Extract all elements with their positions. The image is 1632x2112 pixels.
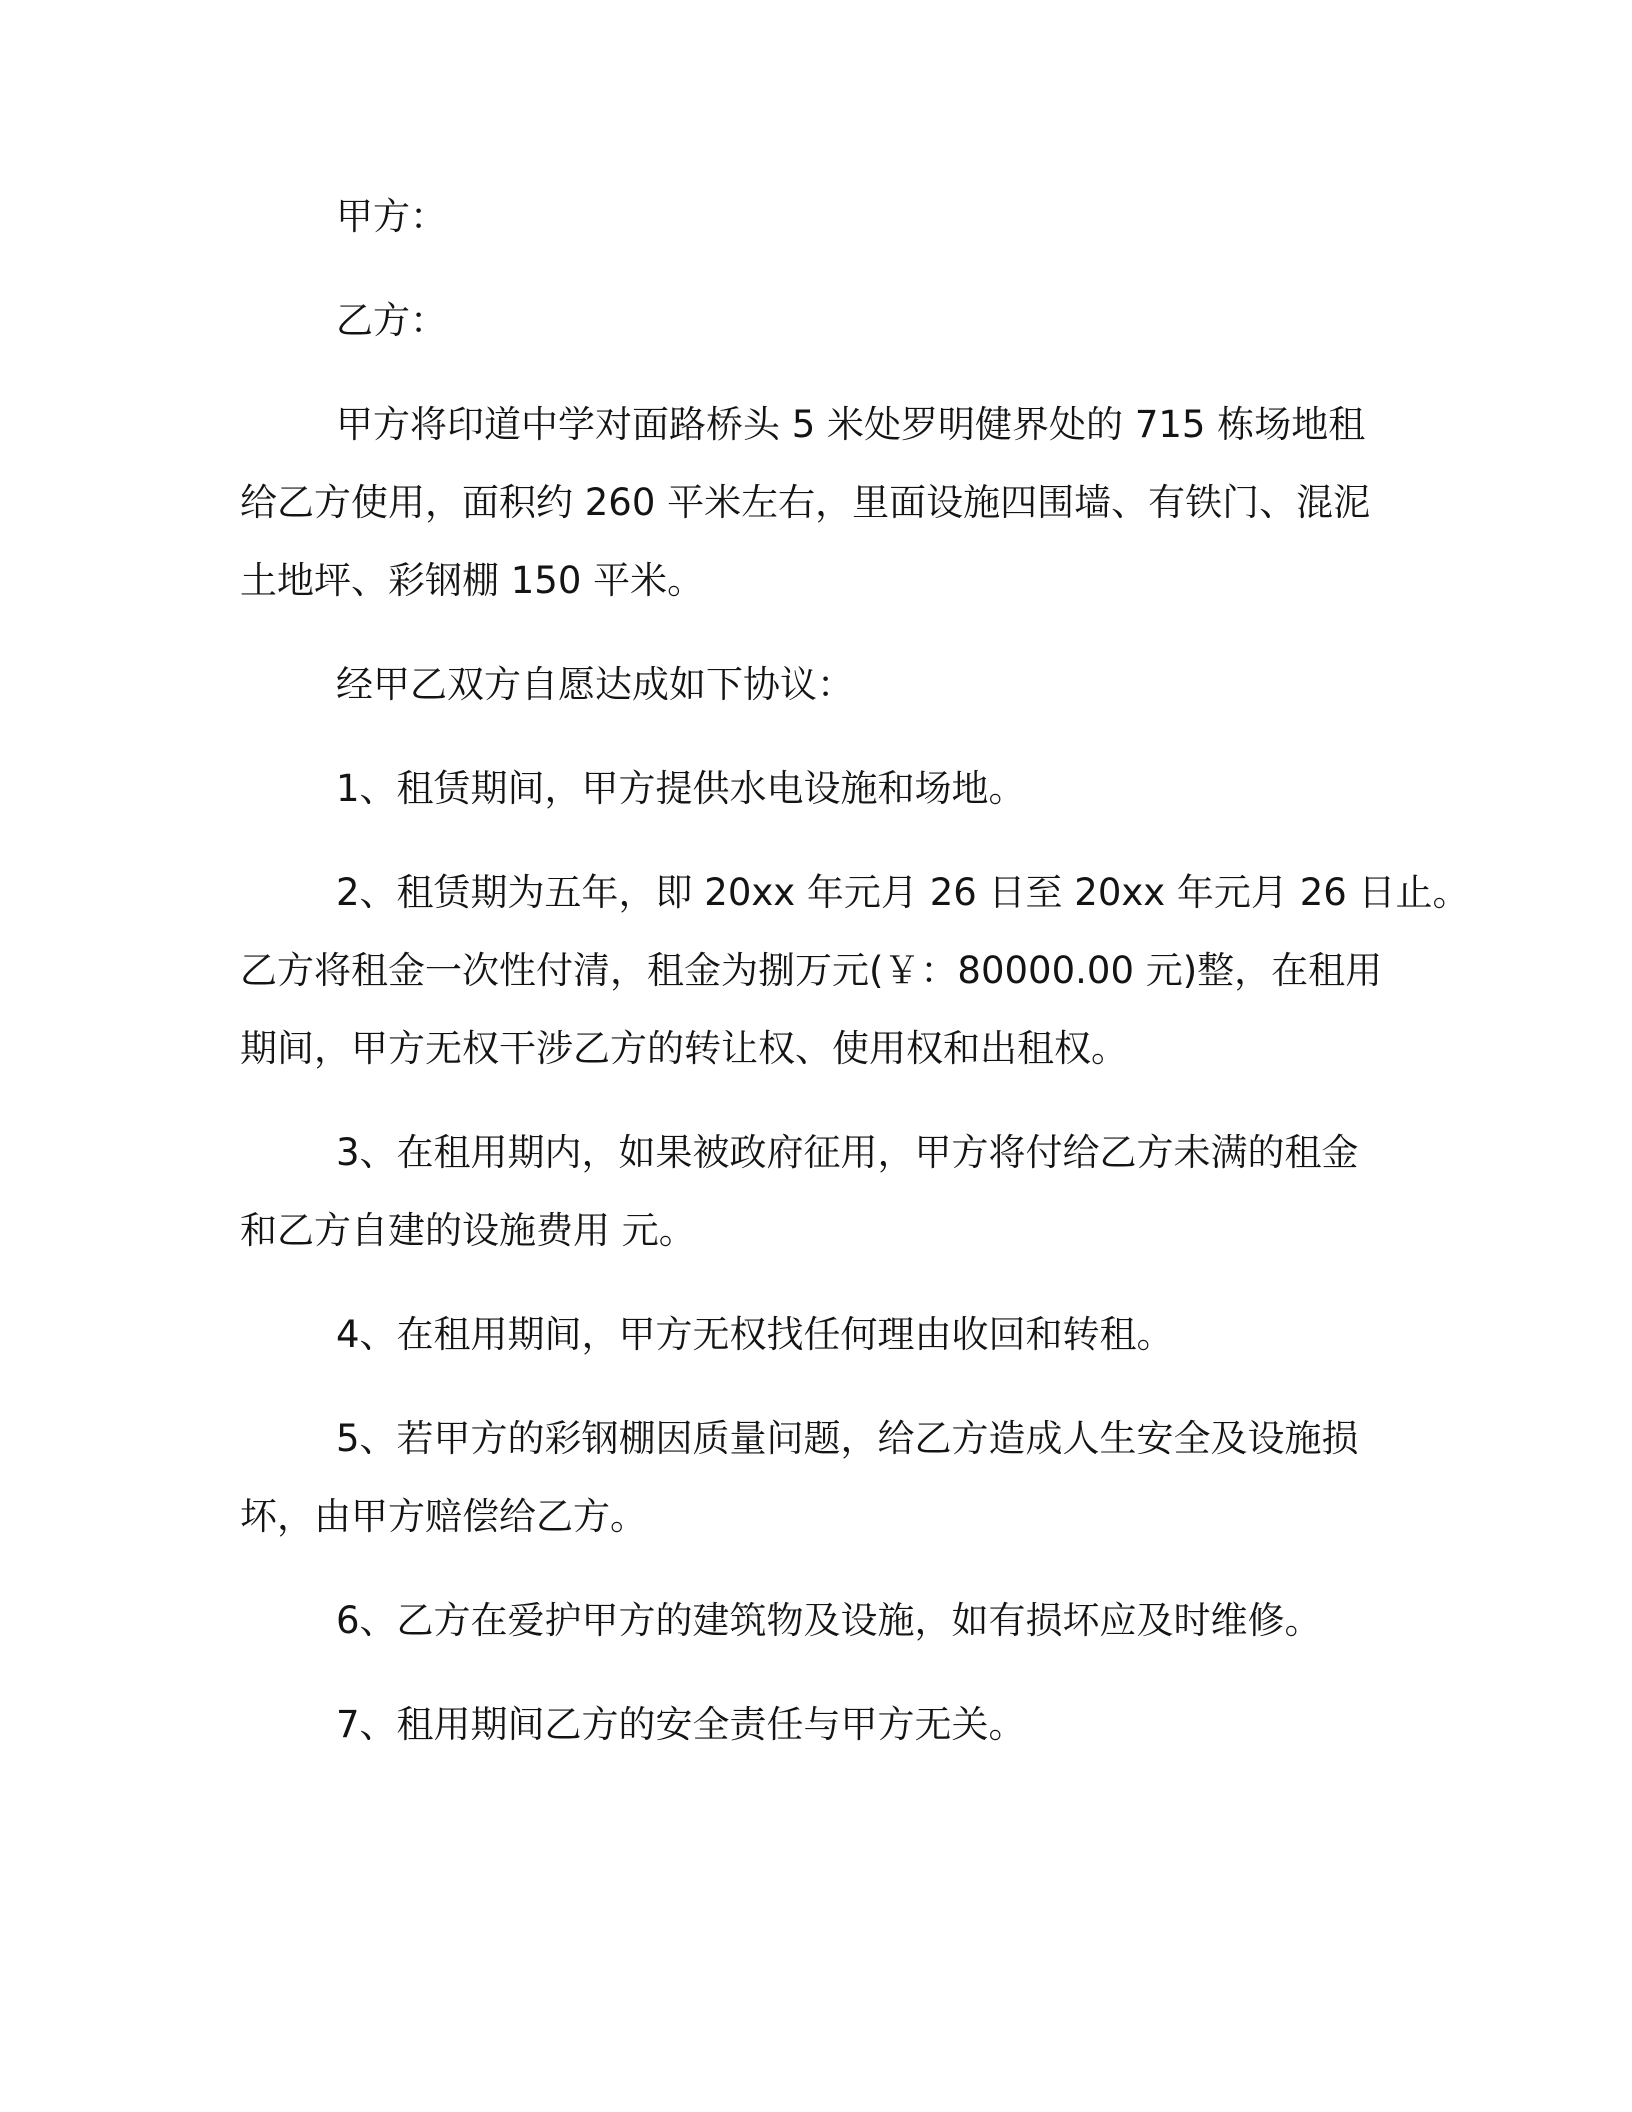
clause-4 [240,1296,1430,1374]
intro-line-1: 甲方将印道中学对面路桥头 5 米处罗明健界处的 715 栋场地租 [336,403,1366,446]
clause-3 [240,1114,1430,1270]
clause-7-line-1: 7、租用期间乙方的安全责任与甲方无关。 [336,1703,1026,1746]
clause-3-line-2: 和乙方自建的设施费用 元。 [240,1209,696,1252]
intro-paragraph [240,386,1430,620]
clause-4-line-1: 4、在租用期间，甲方无权找任何理由收回和转租。 [336,1313,1174,1356]
agreement-lead-paragraph [240,646,1430,724]
clause-7 [240,1686,1430,1764]
intro-line-3: 土地坪、彩钢棚 150 平米。 [240,559,705,602]
agreement-lead-line: 经甲乙双方自愿达成如下协议： [336,663,854,706]
party-a-label: 甲方： [336,195,447,238]
party-a-line [240,178,1430,256]
clause-3-line-1: 3、在租用期内，如果被政府征用，甲方将付给乙方未满的租金 [336,1131,1359,1174]
clause-1-line-1: 1、租赁期间，甲方提供水电设施和场地。 [336,767,1026,810]
clause-6-line-1: 6、乙方在爱护甲方的建筑物及设施，如有损坏应及时维修。 [336,1599,1322,1642]
clause-5 [240,1400,1430,1556]
clause-2-line-2: 乙方将租金一次性付清，租金为捌万元(￥：80000.00 元)整，在租用 [240,949,1383,992]
clause-5-line-2: 坏，由甲方赔偿给乙方。 [240,1495,647,1538]
party-b-line [240,282,1430,360]
clause-2-line-3: 期间，甲方无权干涉乙方的转让权、使用权和出租权。 [240,1027,1128,1070]
clause-6 [240,1582,1430,1660]
clause-1 [240,750,1430,828]
clause-5-line-1: 5、若甲方的彩钢棚因质量问题，给乙方造成人生安全及设施损 [336,1417,1359,1460]
intro-line-2: 给乙方使用，面积约 260 平米左右，里面设施四围墙、有铁门、混泥 [240,481,1371,524]
party-b-label: 乙方： [336,299,447,342]
clause-2 [240,854,1470,1088]
clause-2-line-1: 2、租赁期为五年，即 20xx 年元月 26 日至 20xx 年元月 26 日止。 [336,871,1470,914]
